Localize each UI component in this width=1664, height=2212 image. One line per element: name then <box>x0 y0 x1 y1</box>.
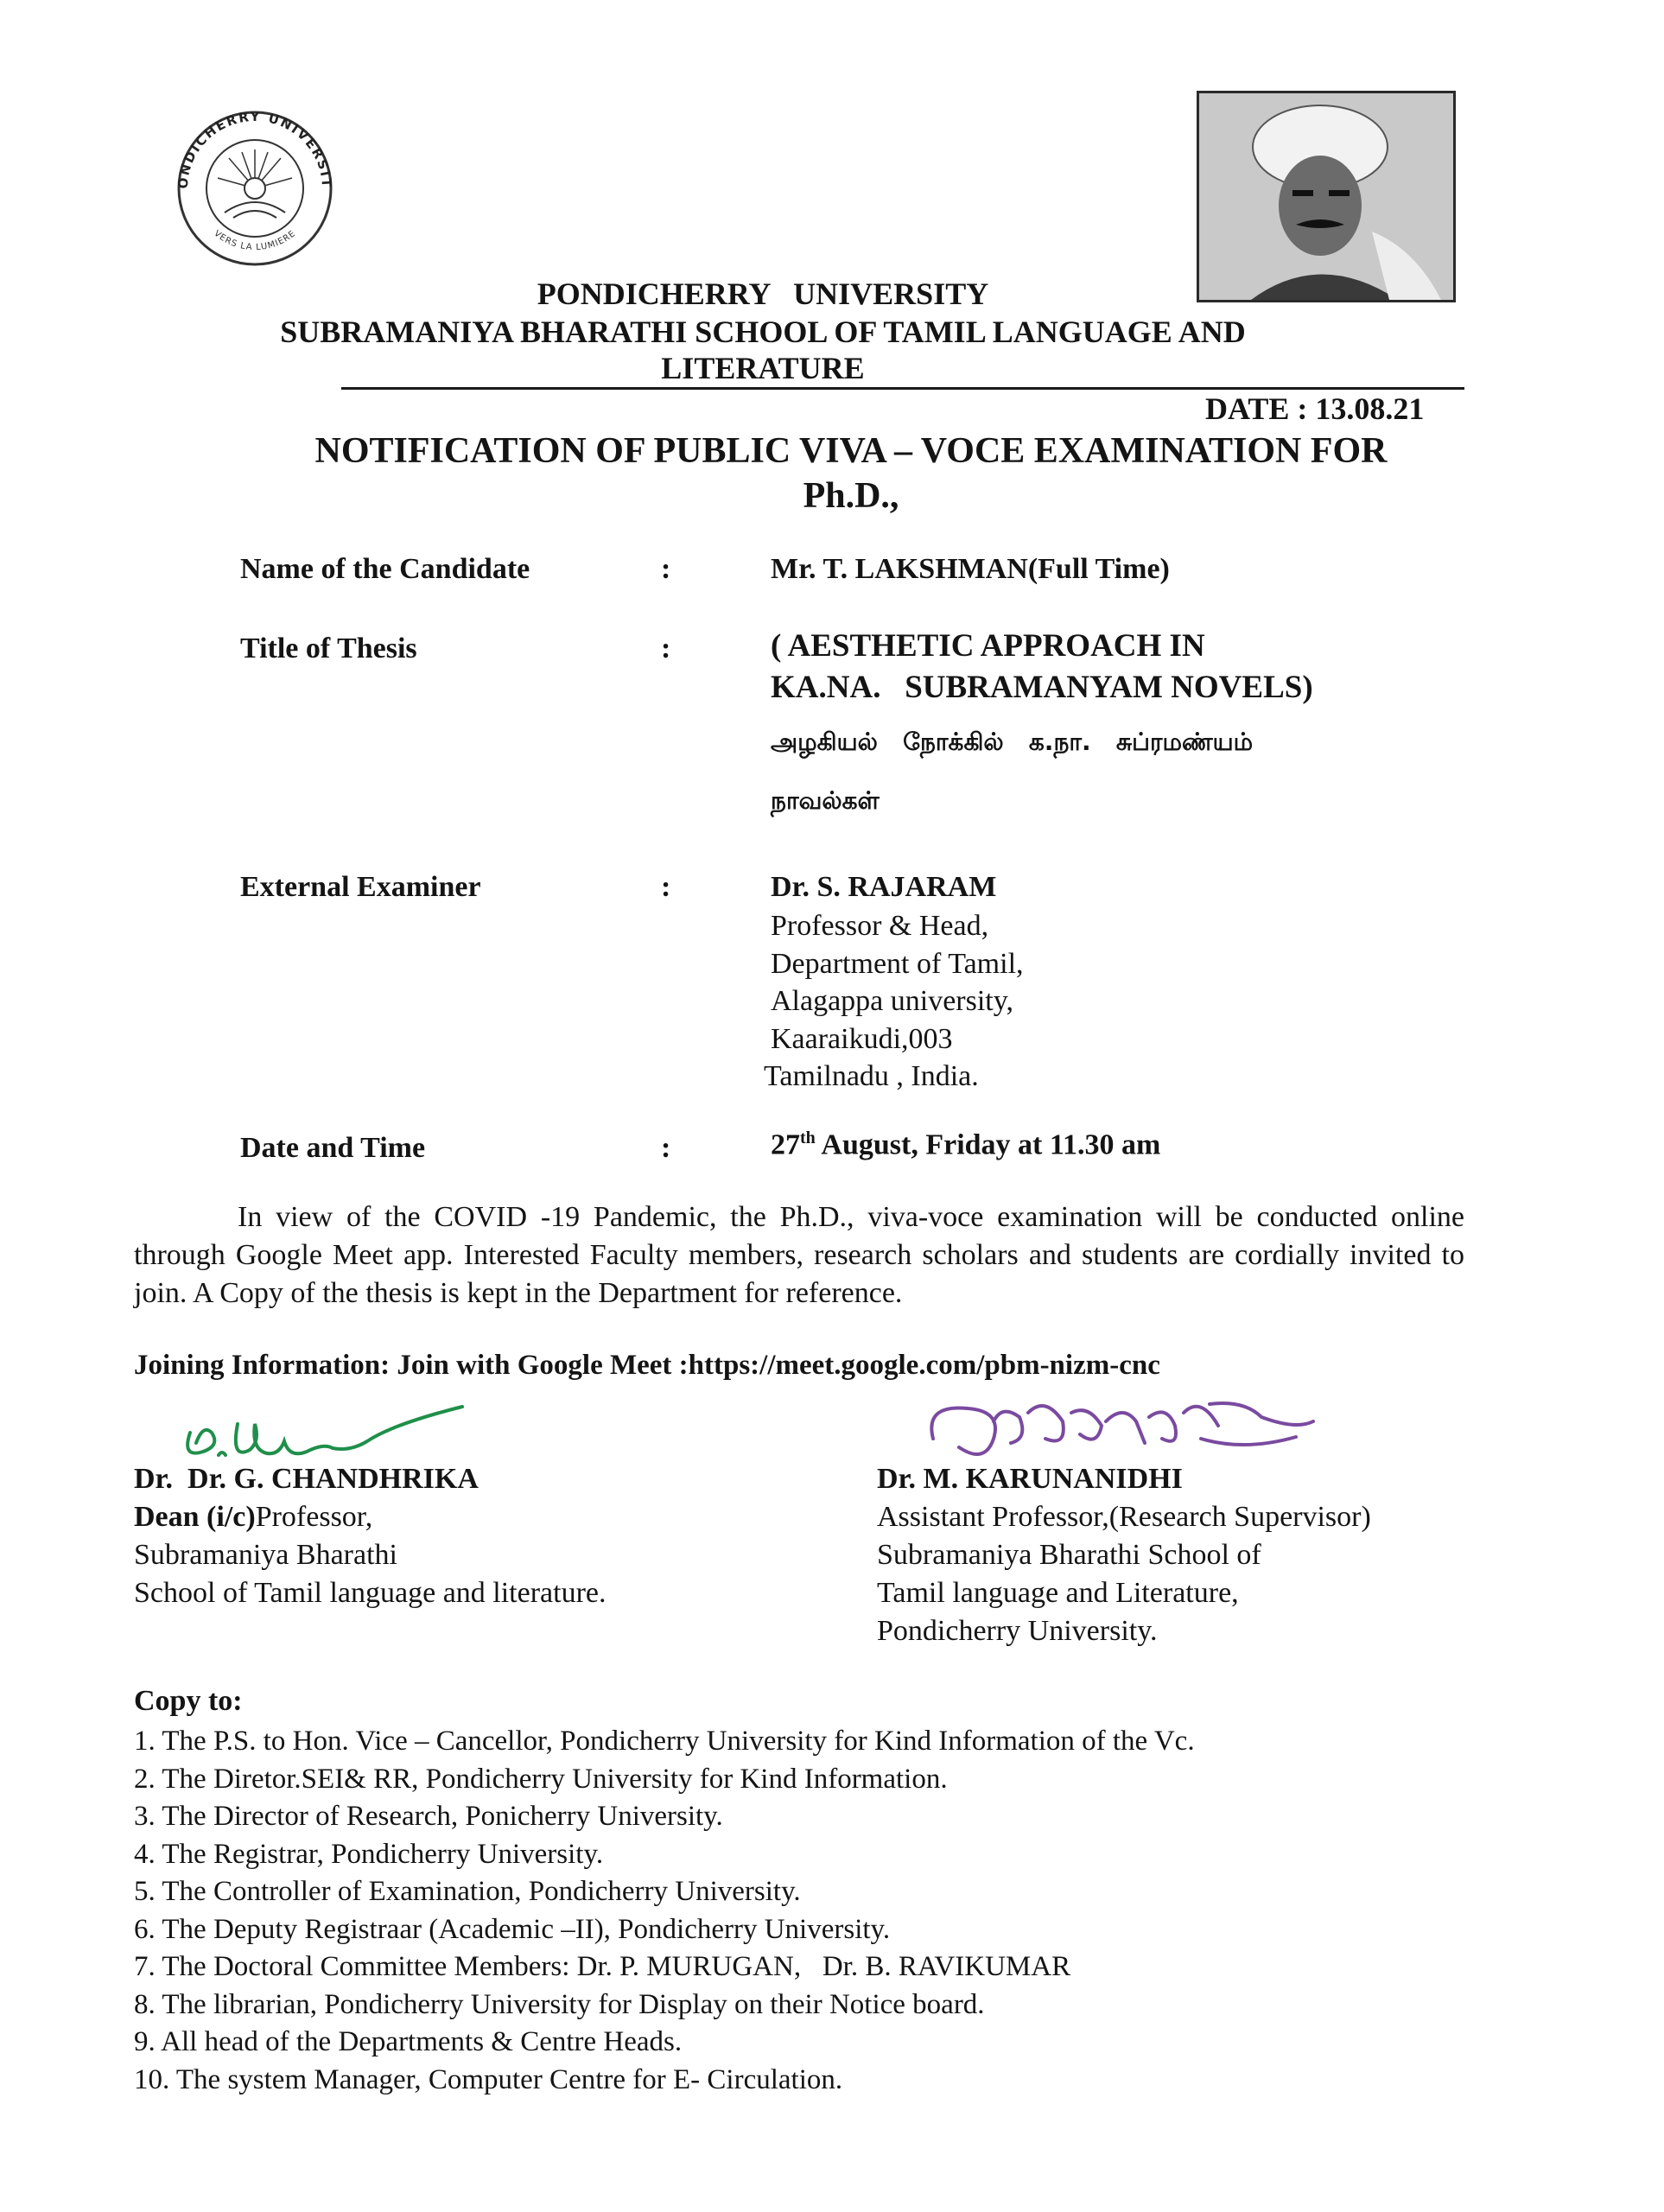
examiner-address-line: Department of Tamil, <box>771 947 1024 980</box>
datetime-colon: : <box>661 1132 671 1164</box>
supervisor-affiliation-line: Tamil language and Literature, <box>877 1577 1239 1609</box>
dean-affiliation-line: Subramaniya Bharathi <box>134 1539 397 1571</box>
supervisor-title: Assistant Professor,(Research Supervisor) <box>877 1501 1371 1533</box>
supervisor-affiliation-line: Pondicherry University. <box>877 1615 1158 1647</box>
university-name: PONDICHERRY UNIVERSITY <box>537 276 989 311</box>
copy-to-item: 6. The Deputy Registraar (Academic –II), Pondicherry University. <box>134 1913 891 1945</box>
datetime-rest: August, Friday at 11.30 am <box>815 1128 1161 1161</box>
examiner-address <box>764 907 1024 1096</box>
examiner-address-line: Kaaraikudi,003 <box>771 1022 953 1055</box>
svg-text:VERS LA LUMIERE: VERS LA LUMIERE <box>212 228 298 253</box>
dean-affiliation-line: School of Tamil language and literature. <box>134 1577 607 1609</box>
candidate-label: Name of the Candidate <box>240 553 530 585</box>
dean-title <box>134 1498 607 1536</box>
date-label: DATE : <box>1205 391 1308 426</box>
candidate-colon: : <box>661 553 671 585</box>
candidate-value: Mr. T. LAKSHMAN(Full Time) <box>771 553 1170 585</box>
copy-to-heading: Copy to: <box>134 1685 243 1717</box>
body-paragraph: In view of the COVID -19 Pandemic, the Ph.D., viva-voce examination will be conducted online through Google Meet app. Interested Faculty members, research scholars and students are cordially invited to join. A Copy of the thesis is kept in the Department for reference. <box>134 1201 1464 1309</box>
supervisor-name: Dr. M. KARUNANIDHI <box>877 1463 1183 1495</box>
examiner-colon: : <box>661 871 671 903</box>
copy-to-item: 3. The Director of Research, Ponicherry University. <box>134 1801 723 1832</box>
thesis-title-line2: KA.NA. SUBRAMANYAM NOVELS) <box>771 670 1313 705</box>
examiner-address-line: Tamilnadu , India. <box>764 1060 979 1092</box>
copy-to-list <box>134 1723 1195 2099</box>
copy-to-item: 1. The P.S. to Hon. Vice – Cancellor, Pondicherry University for Kind Information of the Vc. <box>134 1726 1195 1757</box>
examiner-label: External Examiner <box>240 871 481 903</box>
datetime-label: Date and Time <box>240 1132 426 1164</box>
school-name: SUBRAMANIYA BHARATHI SCHOOL OF TAMIL LANGUAGE AND <box>280 315 1246 349</box>
examiner-address-line: Alagappa university, <box>771 985 1014 1017</box>
dean-title-bold: Dean (i/c) <box>134 1501 256 1533</box>
thesis-label: Title of Thesis <box>240 632 417 664</box>
datetime-suffix: th <box>800 1128 816 1147</box>
notification-title-line2: Ph.D., <box>803 476 899 516</box>
dean-block <box>134 1460 607 1612</box>
copy-to-item: 7. The Doctoral Committee Members: Dr. P. MURUGAN, Dr. B. RAVIKUMAR <box>134 1951 1071 1982</box>
copy-to-item: 4. The Registrar, Pondicherry University. <box>134 1838 604 1870</box>
joining-information: Joining Information: Join with Google Meet :https://meet.google.com/pbm-nizm-cnc <box>134 1350 1160 1381</box>
thesis-title-line1: ( AESTHETIC APPROACH IN <box>771 628 1205 664</box>
copy-to-item: 10. The system Manager, Computer Centre for E- Circulation. <box>134 2063 843 2095</box>
dean-name: Dr. Dr. G. CHANDHRIKA <box>134 1463 479 1495</box>
copy-to-item: 8. The librarian, Pondicherry University for Display on their Notice board. <box>134 1988 985 2020</box>
copy-to-item: 5. The Controller of Examination, Pondicherry University. <box>134 1876 801 1907</box>
supervisor-block <box>877 1460 1371 1650</box>
header-divider <box>341 387 1464 390</box>
thesis-title-tamil-line2: நாவல்கள் <box>771 786 880 815</box>
notification-title <box>190 429 1512 518</box>
university-seal <box>164 102 389 275</box>
datetime-day: 27 <box>771 1128 800 1161</box>
copy-to-item: 2. The Diretor.SEI& RR, Pondicherry University for Kind Information. <box>134 1763 948 1795</box>
thesis-title-tamil-line1: அழகியல் நோக்கில் க.நா. சுப்ரமண்யம் <box>771 728 1254 756</box>
dean-title-rest: Professor, <box>255 1501 373 1533</box>
notification-title-line1: NOTIFICATION OF PUBLIC VIVA – VOCE EXAMINATION FOR <box>314 431 1388 471</box>
examiner-name: Dr. S. RAJARAM <box>771 871 997 903</box>
svg-text:PONDICHERRY UNIVERSITY: ONDICHERRY UNIVERSIT <box>175 108 335 190</box>
school-name-continued: LITERATURE <box>661 351 865 385</box>
datetime-value <box>771 1128 1160 1161</box>
supervisor-affiliation-line: Subramaniya Bharathi School of <box>877 1539 1261 1571</box>
portrait-photo <box>1197 91 1456 302</box>
examiner-address-line: Professor & Head, <box>771 910 989 942</box>
date-value: 13.08.21 <box>1315 391 1425 426</box>
thesis-colon: : <box>661 632 671 664</box>
copy-to-item: 9. All head of the Departments & Centre Heads. <box>134 2026 683 2057</box>
notice-date <box>1205 391 1424 427</box>
